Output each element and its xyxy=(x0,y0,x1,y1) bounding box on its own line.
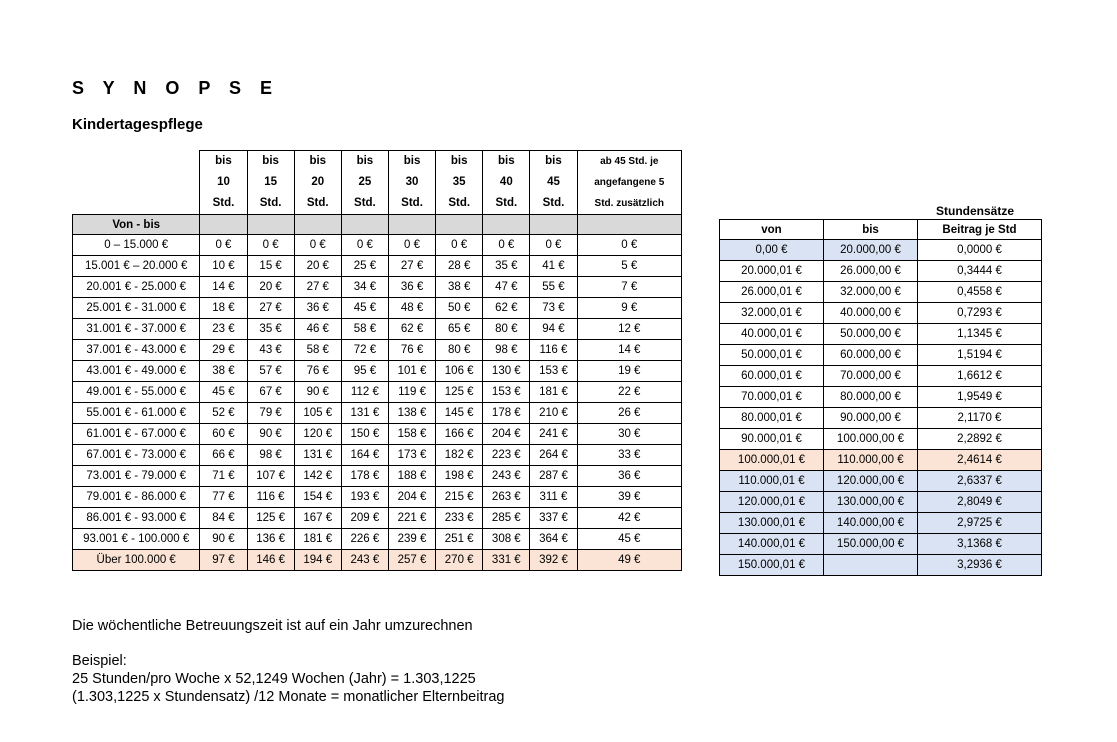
fee-cell: 45 € xyxy=(577,529,681,550)
income-range-cell: 25.001 € - 31.000 € xyxy=(73,298,200,319)
table-row xyxy=(73,445,682,466)
fee-cell: 76 € xyxy=(388,340,435,361)
income-from-cell: 60.000,01 € xyxy=(720,366,824,387)
income-to-cell: 140.000,00 € xyxy=(824,513,918,534)
fee-cell: 241 € xyxy=(530,424,577,445)
fee-cell: 188 € xyxy=(388,466,435,487)
fee-cell: 25 € xyxy=(341,256,388,277)
fee-cell: 66 € xyxy=(200,445,247,466)
rate-cell: 2,4614 € xyxy=(918,450,1042,471)
fee-cell: 337 € xyxy=(530,508,577,529)
fee-cell: 107 € xyxy=(247,466,294,487)
income-range-cell: 43.001 € - 49.000 € xyxy=(73,361,200,382)
table-row xyxy=(720,450,1042,471)
column-header-line: bis xyxy=(450,155,468,167)
table-row xyxy=(720,408,1042,429)
example-label: Beispiel: xyxy=(72,653,127,669)
fee-cell: 73 € xyxy=(530,298,577,319)
rate-cell: 0,7293 € xyxy=(918,303,1042,324)
income-range-cell: Über 100.000 € xyxy=(73,550,200,571)
table-row xyxy=(73,298,682,319)
fee-cell: 125 € xyxy=(436,382,483,403)
fee-cell: 47 € xyxy=(483,277,530,298)
income-from-cell: 0,00 € xyxy=(720,240,824,261)
fee-cell: 142 € xyxy=(294,466,341,487)
fee-cell: 15 € xyxy=(247,256,294,277)
income-to-cell: 70.000,00 € xyxy=(824,366,918,387)
fee-cell: 311 € xyxy=(530,487,577,508)
grey-spacer-cell xyxy=(577,215,681,235)
table-row xyxy=(720,471,1042,492)
table-row xyxy=(720,240,1042,261)
fee-cell: 90 € xyxy=(247,424,294,445)
table-row xyxy=(73,361,682,382)
fee-cell: 43 € xyxy=(247,340,294,361)
table-row xyxy=(720,492,1042,513)
column-header xyxy=(200,151,247,215)
von-bis-label: Von - bis xyxy=(73,215,200,235)
fee-cell: 42 € xyxy=(577,508,681,529)
column-header-line: 45 xyxy=(547,176,560,188)
fee-cell: 131 € xyxy=(294,445,341,466)
fee-cell: 12 € xyxy=(577,319,681,340)
fee-cell: 194 € xyxy=(294,550,341,571)
fee-cell: 178 € xyxy=(483,403,530,424)
fee-cell: 287 € xyxy=(530,466,577,487)
table-row xyxy=(720,261,1042,282)
rate-cell: 2,2892 € xyxy=(918,429,1042,450)
grey-spacer-cell xyxy=(530,215,577,235)
fee-cell: 166 € xyxy=(436,424,483,445)
grey-spacer-cell xyxy=(294,215,341,235)
fee-cell: 138 € xyxy=(388,403,435,424)
fee-cell: 58 € xyxy=(294,340,341,361)
fee-cell: 178 € xyxy=(341,466,388,487)
income-to-cell xyxy=(824,555,918,576)
column-header-line: bis xyxy=(545,155,562,167)
fee-cell: 364 € xyxy=(530,529,577,550)
fee-cell: 58 € xyxy=(341,319,388,340)
column-header xyxy=(483,151,530,215)
table-row xyxy=(720,366,1042,387)
fee-cell: 0 € xyxy=(388,235,435,256)
grey-spacer-cell xyxy=(436,215,483,235)
fee-cell: 45 € xyxy=(341,298,388,319)
table-row xyxy=(720,534,1042,555)
fee-cell: 90 € xyxy=(294,382,341,403)
fee-cell: 90 € xyxy=(200,529,247,550)
fee-cell: 71 € xyxy=(200,466,247,487)
fee-cell: 153 € xyxy=(483,382,530,403)
rate-cell: 0,0000 € xyxy=(918,240,1042,261)
rate-cell: 2,1170 € xyxy=(918,408,1042,429)
fee-cell: 80 € xyxy=(483,319,530,340)
income-range-cell: 37.001 € - 43.000 € xyxy=(73,340,200,361)
fee-cell: 0 € xyxy=(436,235,483,256)
column-header-line: 40 xyxy=(499,176,513,188)
fee-cell: 76 € xyxy=(294,361,341,382)
hourly-rates-table xyxy=(719,219,1042,576)
fee-cell: 0 € xyxy=(247,235,294,256)
column-header xyxy=(577,151,681,215)
fee-cell: 28 € xyxy=(436,256,483,277)
fee-cell: 95 € xyxy=(341,361,388,382)
table-row xyxy=(73,466,682,487)
income-to-cell: 120.000,00 € xyxy=(824,471,918,492)
fee-cell: 0 € xyxy=(341,235,388,256)
table-row xyxy=(73,277,682,298)
fee-cell: 30 € xyxy=(577,424,681,445)
fee-cell: 116 € xyxy=(530,340,577,361)
column-header-line: Std. xyxy=(495,197,518,209)
income-range-cell: 86.001 € - 93.000 € xyxy=(73,508,200,529)
table-row xyxy=(720,303,1042,324)
fee-cell: 101 € xyxy=(388,361,435,382)
rate-cell: 1,9549 € xyxy=(918,387,1042,408)
table-row xyxy=(73,550,682,571)
fee-cell: 158 € xyxy=(388,424,435,445)
income-range-cell: 73.001 € - 79.000 € xyxy=(73,466,200,487)
header-blank-cell xyxy=(73,151,200,215)
example-line-1: 25 Stunden/pro Woche x 52,1249 Wochen (Jahr) = 1.303,1225 xyxy=(72,671,476,687)
fee-cell: 79 € xyxy=(247,403,294,424)
fee-cell: 167 € xyxy=(294,508,341,529)
fee-cell: 26 € xyxy=(577,403,681,424)
column-header xyxy=(436,151,483,215)
column-header-line: angefangene 5 xyxy=(594,177,665,188)
grey-spacer-cell xyxy=(200,215,247,235)
fee-cell: 0 € xyxy=(530,235,577,256)
column-header-line: 15 xyxy=(264,176,278,188)
column-header-line: Std. xyxy=(259,197,282,209)
fee-cell: 35 € xyxy=(483,256,530,277)
income-to-cell: 40.000,00 € xyxy=(824,303,918,324)
fee-cell: 27 € xyxy=(247,298,294,319)
fee-cell: 182 € xyxy=(436,445,483,466)
fee-cell: 146 € xyxy=(247,550,294,571)
income-to-cell: 80.000,00 € xyxy=(824,387,918,408)
fee-cell: 112 € xyxy=(341,382,388,403)
fee-cell: 193 € xyxy=(341,487,388,508)
grey-spacer-cell xyxy=(341,215,388,235)
column-header-line: Std. zusätzlich xyxy=(594,198,664,209)
fee-cell: 392 € xyxy=(530,550,577,571)
grey-spacer-cell xyxy=(483,215,530,235)
fee-cell: 38 € xyxy=(200,361,247,382)
table-row xyxy=(73,235,682,256)
fee-cell: 120 € xyxy=(294,424,341,445)
table-row xyxy=(73,529,682,550)
fee-cell: 18 € xyxy=(200,298,247,319)
fee-cell: 29 € xyxy=(200,340,247,361)
income-from-cell: 100.000,01 € xyxy=(720,450,824,471)
fee-cell: 19 € xyxy=(577,361,681,382)
table-row xyxy=(720,555,1042,576)
income-range-cell: 67.001 € - 73.000 € xyxy=(73,445,200,466)
rate-cell: 3,1368 € xyxy=(918,534,1042,555)
fee-cell: 150 € xyxy=(341,424,388,445)
income-range-cell: 31.001 € - 37.000 € xyxy=(73,319,200,340)
fee-cell: 198 € xyxy=(436,466,483,487)
fee-cell: 270 € xyxy=(436,550,483,571)
fee-cell: 80 € xyxy=(436,340,483,361)
fee-cell: 35 € xyxy=(247,319,294,340)
income-range-cell: 15.001 € – 20.000 € xyxy=(73,256,200,277)
income-from-cell: 20.000,01 € xyxy=(720,261,824,282)
fee-cell: 98 € xyxy=(483,340,530,361)
rate-cell: 2,9725 € xyxy=(918,513,1042,534)
income-to-cell: 100.000,00 € xyxy=(824,429,918,450)
income-from-cell: 80.000,01 € xyxy=(720,408,824,429)
fee-cell: 153 € xyxy=(530,361,577,382)
fee-cell: 226 € xyxy=(341,529,388,550)
fee-cell: 233 € xyxy=(436,508,483,529)
fee-cell: 27 € xyxy=(388,256,435,277)
fee-cell: 173 € xyxy=(388,445,435,466)
fee-cell: 72 € xyxy=(341,340,388,361)
column-header xyxy=(530,151,577,215)
fee-cell: 164 € xyxy=(341,445,388,466)
fee-cell: 22 € xyxy=(577,382,681,403)
fee-cell: 10 € xyxy=(200,256,247,277)
fee-cell: 125 € xyxy=(247,508,294,529)
income-range-cell: 55.001 € - 61.000 € xyxy=(73,403,200,424)
income-to-cell: 26.000,00 € xyxy=(824,261,918,282)
fee-cell: 119 € xyxy=(388,382,435,403)
table-row xyxy=(720,282,1042,303)
rate-column-header: bis xyxy=(824,220,918,240)
fee-cell: 27 € xyxy=(294,277,341,298)
column-header xyxy=(247,151,294,215)
table-row xyxy=(73,424,682,445)
column-header-line: 25 xyxy=(358,176,372,188)
income-range-cell: 93.001 € - 100.000 € xyxy=(73,529,200,550)
fee-cell: 36 € xyxy=(388,277,435,298)
income-from-cell: 150.000,01 € xyxy=(720,555,824,576)
fee-cell: 181 € xyxy=(294,529,341,550)
column-header xyxy=(294,151,341,215)
table-row xyxy=(73,256,682,277)
grey-spacer-cell xyxy=(388,215,435,235)
income-from-cell: 110.000,01 € xyxy=(720,471,824,492)
fee-cell: 131 € xyxy=(341,403,388,424)
income-range-cell: 79.001 € - 86.000 € xyxy=(73,487,200,508)
fee-cell: 50 € xyxy=(436,298,483,319)
rate-cell: 2,8049 € xyxy=(918,492,1042,513)
income-from-cell: 90.000,01 € xyxy=(720,429,824,450)
income-to-cell: 90.000,00 € xyxy=(824,408,918,429)
fee-cell: 46 € xyxy=(294,319,341,340)
fee-cell: 331 € xyxy=(483,550,530,571)
fee-cell: 210 € xyxy=(530,403,577,424)
table-row xyxy=(73,340,682,361)
fee-cell: 221 € xyxy=(388,508,435,529)
fee-cell: 106 € xyxy=(436,361,483,382)
fee-cell: 52 € xyxy=(200,403,247,424)
fee-cell: 0 € xyxy=(483,235,530,256)
column-header-line: bis xyxy=(215,155,232,167)
fee-cell: 263 € xyxy=(483,487,530,508)
fee-cell: 33 € xyxy=(577,445,681,466)
fee-cell: 84 € xyxy=(200,508,247,529)
fee-cell: 20 € xyxy=(294,256,341,277)
fee-cell: 215 € xyxy=(436,487,483,508)
column-header-line: 35 xyxy=(452,176,466,188)
page-title: S Y N O P S E xyxy=(72,78,280,98)
fee-cell: 223 € xyxy=(483,445,530,466)
income-from-cell: 40.000,01 € xyxy=(720,324,824,345)
fee-cell: 0 € xyxy=(577,235,681,256)
income-range-cell: 20.001 € - 25.000 € xyxy=(73,277,200,298)
table-row xyxy=(73,487,682,508)
fee-cell: 41 € xyxy=(530,256,577,277)
table-row xyxy=(720,324,1042,345)
income-from-cell: 50.000,01 € xyxy=(720,345,824,366)
table-row xyxy=(720,387,1042,408)
income-to-cell: 130.000,00 € xyxy=(824,492,918,513)
fee-cell: 105 € xyxy=(294,403,341,424)
rate-cell: 0,4558 € xyxy=(918,282,1042,303)
fee-cell: 308 € xyxy=(483,529,530,550)
income-range-cell: 0 – 15.000 € xyxy=(73,235,200,256)
fee-cell: 77 € xyxy=(200,487,247,508)
fee-cell: 0 € xyxy=(200,235,247,256)
fee-cell: 243 € xyxy=(341,550,388,571)
fee-cell: 39 € xyxy=(577,487,681,508)
fee-cell: 0 € xyxy=(294,235,341,256)
fee-cell: 36 € xyxy=(294,298,341,319)
fee-table-kindertagespflege xyxy=(72,150,682,571)
column-header-line: bis xyxy=(262,155,279,167)
table-row xyxy=(73,508,682,529)
income-range-cell: 61.001 € - 67.000 € xyxy=(73,424,200,445)
table-row xyxy=(720,513,1042,534)
fee-cell: 257 € xyxy=(388,550,435,571)
fee-cell: 65 € xyxy=(436,319,483,340)
column-header xyxy=(341,151,388,215)
fee-cell: 98 € xyxy=(247,445,294,466)
column-header-line: Std. xyxy=(354,197,376,209)
column-header-line: bis xyxy=(498,155,515,167)
income-from-cell: 26.000,01 € xyxy=(720,282,824,303)
fee-cell: 285 € xyxy=(483,508,530,529)
column-header-line: Std. xyxy=(306,197,329,209)
fee-cell: 20 € xyxy=(247,277,294,298)
column-header-line: Std. xyxy=(401,197,423,209)
income-from-cell: 120.000,01 € xyxy=(720,492,824,513)
table-row xyxy=(73,319,682,340)
fee-cell: 204 € xyxy=(483,424,530,445)
column-header-line: 10 xyxy=(217,176,230,188)
table-row xyxy=(720,345,1042,366)
income-from-cell: 70.000,01 € xyxy=(720,387,824,408)
fee-cell: 243 € xyxy=(483,466,530,487)
income-to-cell: 150.000,00 € xyxy=(824,534,918,555)
fee-cell: 62 € xyxy=(483,298,530,319)
column-header xyxy=(388,151,435,215)
hourly-rates-caption: Stundensätze xyxy=(936,204,1015,218)
column-header-line: bis xyxy=(309,155,327,167)
fee-cell: 97 € xyxy=(200,550,247,571)
fee-cell: 7 € xyxy=(577,277,681,298)
table-row xyxy=(720,429,1042,450)
example-line-2: (1.303,1225 x Stundensatz) /12 Monate = monatlicher Elternbeitrag xyxy=(72,689,505,705)
fee-cell: 55 € xyxy=(530,277,577,298)
income-to-cell: 20.000,00 € xyxy=(824,240,918,261)
fee-cell: 45 € xyxy=(200,382,247,403)
fee-cell: 48 € xyxy=(388,298,435,319)
rate-column-header: von xyxy=(720,220,824,240)
fee-cell: 36 € xyxy=(577,466,681,487)
column-header-line: bis xyxy=(356,155,374,167)
income-to-cell: 50.000,00 € xyxy=(824,324,918,345)
fee-cell: 251 € xyxy=(436,529,483,550)
fee-cell: 116 € xyxy=(247,487,294,508)
income-to-cell: 60.000,00 € xyxy=(824,345,918,366)
fee-cell: 23 € xyxy=(200,319,247,340)
fee-cell: 94 € xyxy=(530,319,577,340)
column-header-line: 30 xyxy=(405,176,419,188)
fee-cell: 181 € xyxy=(530,382,577,403)
fee-cell: 57 € xyxy=(247,361,294,382)
conversion-note: Die wöchentliche Betreuungszeit ist auf ein Jahr umzurechnen xyxy=(72,618,473,634)
fee-cell: 130 € xyxy=(483,361,530,382)
grey-spacer-cell xyxy=(247,215,294,235)
fee-cell: 204 € xyxy=(388,487,435,508)
fee-cell: 9 € xyxy=(577,298,681,319)
income-from-cell: 140.000,01 € xyxy=(720,534,824,555)
table-row xyxy=(73,403,682,424)
fee-cell: 5 € xyxy=(577,256,681,277)
column-header-line: Std. xyxy=(542,197,565,209)
income-range-cell: 49.001 € - 55.000 € xyxy=(73,382,200,403)
fee-cell: 145 € xyxy=(436,403,483,424)
fee-cell: 14 € xyxy=(577,340,681,361)
income-to-cell: 32.000,00 € xyxy=(824,282,918,303)
fee-cell: 14 € xyxy=(200,277,247,298)
column-header-line: Std. xyxy=(448,197,471,209)
section-subtitle: Kindertagespflege xyxy=(72,116,203,133)
fee-cell: 38 € xyxy=(436,277,483,298)
rate-cell: 1,1345 € xyxy=(918,324,1042,345)
fee-cell: 67 € xyxy=(247,382,294,403)
rate-cell: 0,3444 € xyxy=(918,261,1042,282)
income-from-cell: 32.000,01 € xyxy=(720,303,824,324)
rate-cell: 1,6612 € xyxy=(918,366,1042,387)
rate-cell: 1,5194 € xyxy=(918,345,1042,366)
income-to-cell: 110.000,00 € xyxy=(824,450,918,471)
column-header-line: ab 45 Std. je xyxy=(600,156,659,167)
fee-cell: 264 € xyxy=(530,445,577,466)
column-header-line: bis xyxy=(403,155,421,167)
fee-cell: 49 € xyxy=(577,550,681,571)
fee-cell: 136 € xyxy=(247,529,294,550)
rate-cell: 3,2936 € xyxy=(918,555,1042,576)
column-header-line: Std. xyxy=(212,197,235,209)
fee-cell: 34 € xyxy=(341,277,388,298)
rate-cell: 2,6337 € xyxy=(918,471,1042,492)
fee-cell: 239 € xyxy=(388,529,435,550)
fee-cell: 209 € xyxy=(341,508,388,529)
column-header-line: 20 xyxy=(311,176,325,188)
fee-cell: 60 € xyxy=(200,424,247,445)
fee-cell: 154 € xyxy=(294,487,341,508)
fee-cell: 62 € xyxy=(388,319,435,340)
income-from-cell: 130.000,01 € xyxy=(720,513,824,534)
table-row xyxy=(73,382,682,403)
rate-column-header: Beitrag je Std xyxy=(918,220,1042,240)
